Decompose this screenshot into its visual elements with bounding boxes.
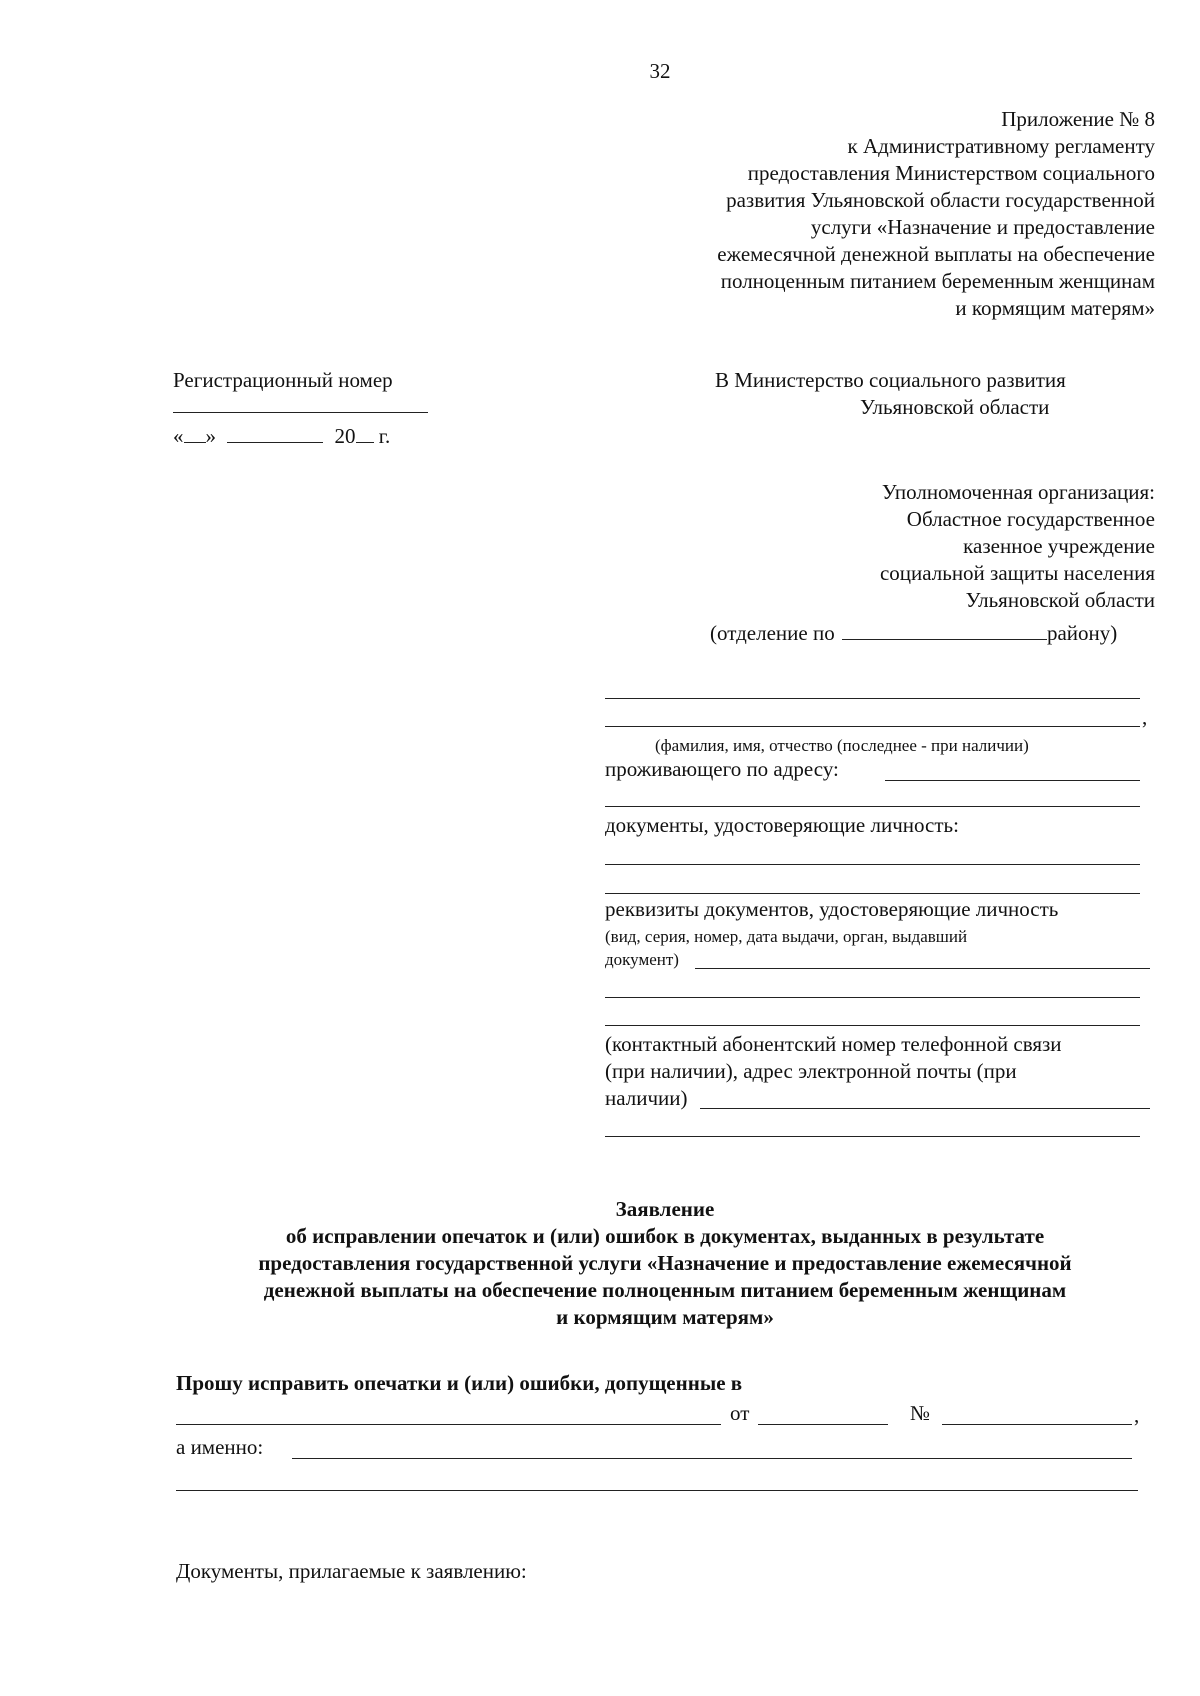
document-number-line[interactable] bbox=[942, 1424, 1132, 1425]
id-details-hint1: (вид, серия, номер, дата выдачи, орган, выдавший bbox=[605, 927, 968, 946]
title-line: денежной выплаты на обеспечение полноценным питанием беременным женщинам bbox=[263, 1278, 1067, 1302]
registration-date bbox=[173, 423, 390, 450]
applicant-name-line1[interactable] bbox=[605, 698, 1140, 699]
attachments-label: Документы, прилагаемые к заявлению: bbox=[176, 1559, 527, 1583]
appendix-line: ежемесячной денежной выплаты на обеспечение bbox=[717, 242, 1155, 266]
contact-line2: (при наличии), адрес электронной почты (при bbox=[605, 1059, 1017, 1083]
appendix-line: Приложение № 8 bbox=[1001, 107, 1155, 131]
branch-suffix: району) bbox=[1046, 621, 1118, 645]
org-line: социальной защиты населения bbox=[879, 561, 1155, 585]
org-line: Областное государственное bbox=[906, 507, 1155, 531]
appendix-line: к Административному регламенту bbox=[847, 134, 1155, 158]
appendix-line: и кормящим матерям» bbox=[955, 296, 1155, 320]
id-details-line1[interactable] bbox=[695, 968, 1150, 969]
branch-input-line[interactable] bbox=[842, 639, 1047, 640]
contact-line1: (контактный абонентский номер телефонной связи bbox=[605, 1032, 1062, 1056]
id-docs-line1[interactable] bbox=[605, 864, 1140, 865]
id-details-line2[interactable] bbox=[605, 997, 1140, 998]
contact-input-line1[interactable] bbox=[700, 1108, 1150, 1109]
id-details-line3[interactable] bbox=[605, 1025, 1140, 1026]
page-number: 32 bbox=[649, 59, 671, 83]
addressee-line1: В Министерство социального развития bbox=[715, 368, 1066, 392]
address-line2[interactable] bbox=[605, 806, 1140, 807]
addressee-line2: Ульяновской области bbox=[860, 395, 1050, 419]
date-year-suffix: г. bbox=[378, 424, 391, 448]
date-year-prefix: 20 bbox=[334, 424, 356, 448]
number-label: № bbox=[910, 1401, 931, 1425]
title-line: об исправлении опечаток и (или) ошибок в документах, выданных в результате bbox=[285, 1224, 1045, 1248]
name-comma: , bbox=[1142, 705, 1148, 729]
document-date-line[interactable] bbox=[758, 1424, 888, 1425]
document-name-line[interactable] bbox=[176, 1424, 721, 1425]
id-details-label: реквизиты документов, удостоверяющие личность bbox=[605, 897, 1059, 921]
appendix-line: услуги «Назначение и предоставление bbox=[810, 215, 1155, 239]
date-quote-close: » bbox=[205, 424, 216, 448]
id-details-hint2: документ) bbox=[605, 950, 679, 969]
branch-prefix: (отделение по bbox=[710, 621, 835, 645]
registration-number-line bbox=[173, 412, 428, 413]
contact-input-line2[interactable] bbox=[605, 1136, 1140, 1137]
appendix-line: развития Ульяновской области государственной bbox=[726, 188, 1155, 212]
number-comma: , bbox=[1134, 1403, 1140, 1427]
appendix-line: полноценным питанием беременным женщинам bbox=[720, 269, 1155, 293]
appendix-line: предоставления Министерством социального bbox=[747, 161, 1155, 185]
applicant-name-line2[interactable] bbox=[605, 726, 1140, 727]
registration-label: Регистрационный номер bbox=[173, 368, 393, 392]
namely-label: а именно: bbox=[176, 1435, 264, 1459]
title-line: Заявление bbox=[615, 1197, 715, 1221]
document-title bbox=[100, 1196, 1200, 1331]
org-branch bbox=[710, 620, 1117, 647]
request-heading: Прошу исправить опечатки и (или) ошибки, допущенные в bbox=[176, 1371, 743, 1395]
date-quote-open: « bbox=[173, 424, 184, 448]
title-line: и кормящим матерям» bbox=[556, 1305, 774, 1329]
id-docs-label: документы, удостоверяющие личность: bbox=[605, 813, 959, 837]
org-line: Уполномоченная организация: bbox=[881, 480, 1155, 504]
from-label: от bbox=[730, 1401, 750, 1425]
contact-line3: наличии) bbox=[605, 1086, 688, 1110]
namely-line2[interactable] bbox=[176, 1490, 1138, 1491]
org-line: казенное учреждение bbox=[963, 534, 1155, 558]
address-line1[interactable] bbox=[885, 780, 1140, 781]
name-hint: (фамилия, имя, отчество (последнее - при наличии) bbox=[655, 736, 1029, 755]
id-docs-line2[interactable] bbox=[605, 893, 1140, 894]
org-block bbox=[700, 479, 1155, 614]
appendix-block bbox=[560, 106, 1155, 322]
address-label: проживающего по адресу: bbox=[605, 757, 839, 781]
title-line: предоставления государственной услуги «Назначение и предоставление ежемесячной bbox=[258, 1251, 1072, 1275]
org-line: Ульяновской области bbox=[965, 588, 1155, 612]
namely-line1[interactable] bbox=[292, 1458, 1132, 1459]
